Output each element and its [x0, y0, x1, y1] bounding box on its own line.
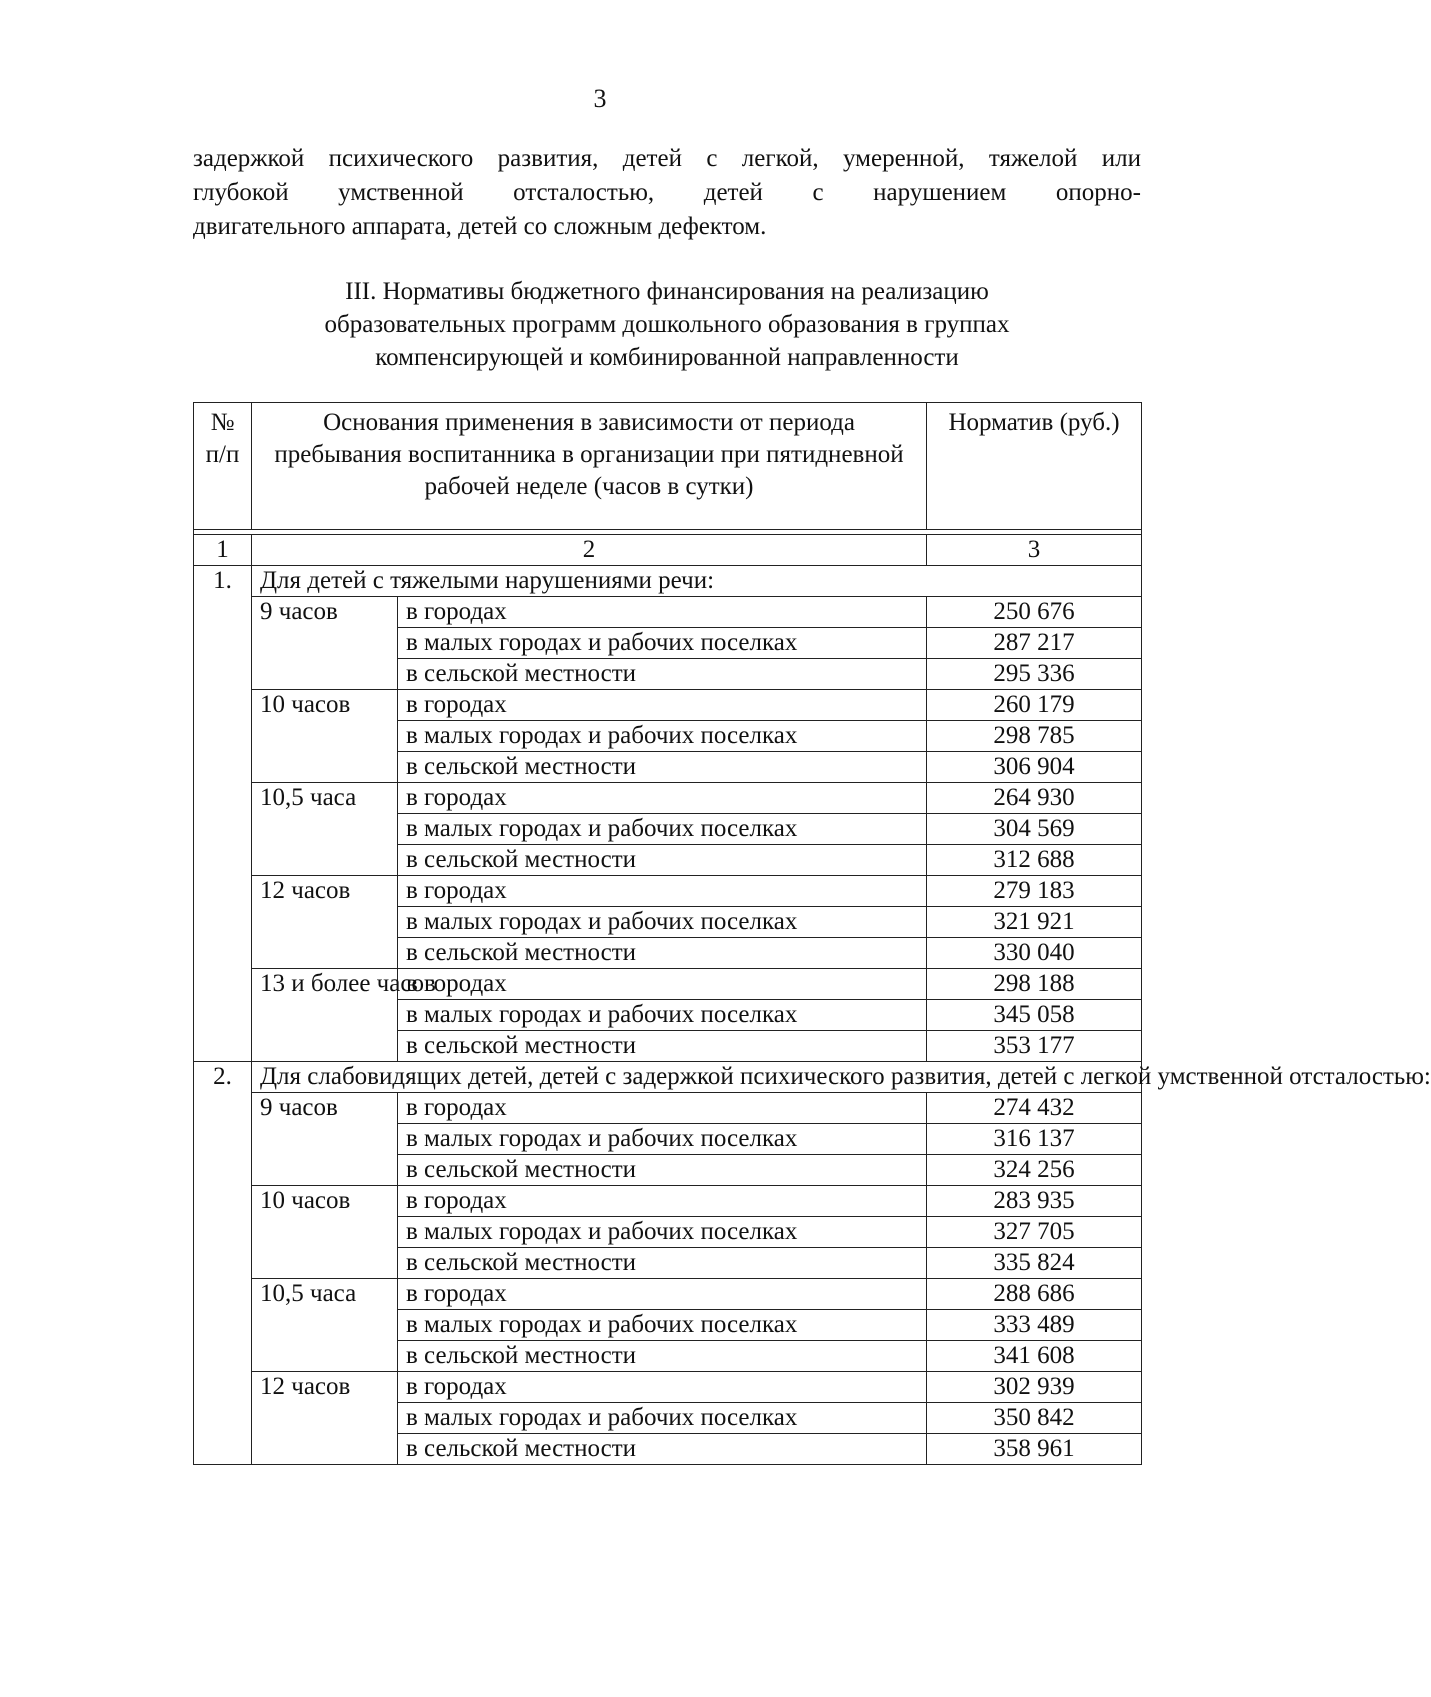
- table-row: [194, 783, 1142, 814]
- section-title-line: образовательных программ дошкольного образования в группах: [324, 311, 1010, 338]
- location-cell: в сельской местности: [398, 1248, 927, 1279]
- value-cell: 250 676: [927, 597, 1142, 628]
- value-cell: 321 921: [927, 907, 1142, 938]
- column-number: 2: [252, 535, 927, 566]
- value-cell: 316 137: [927, 1124, 1142, 1155]
- value-cell: 350 842: [927, 1403, 1142, 1434]
- period-cell: 10,5 часа: [252, 783, 398, 876]
- value-cell: 306 904: [927, 752, 1142, 783]
- norms-table-body: [194, 403, 1431, 1465]
- location-cell: в сельской местности: [398, 1155, 927, 1186]
- location-cell: в городах: [398, 969, 927, 1000]
- period-cell: 13 и более часов: [252, 969, 398, 1062]
- column-number: 3: [927, 535, 1142, 566]
- location-cell: в малых городах и рабочих поселках: [398, 1310, 927, 1341]
- table-row: [194, 690, 1142, 721]
- table-row: [194, 876, 1142, 907]
- value-cell: 341 608: [927, 1341, 1142, 1372]
- location-cell: в сельской местности: [398, 845, 927, 876]
- section-title: [193, 275, 1141, 374]
- location-cell: в городах: [398, 1279, 927, 1310]
- value-cell: 358 961: [927, 1434, 1142, 1465]
- header-num: № п/п: [194, 403, 252, 530]
- intro-line: двигательного аппарата, детей со сложным дефектом.: [193, 213, 767, 240]
- value-cell: 264 930: [927, 783, 1142, 814]
- period-cell: 10,5 часа: [252, 1279, 398, 1372]
- period-cell: 10 часов: [252, 1186, 398, 1279]
- location-cell: в малых городах и рабочих поселках: [398, 1124, 927, 1155]
- location-cell: в малых городах и рабочих поселках: [398, 1217, 927, 1248]
- norms-table: [193, 402, 1431, 1465]
- value-cell: 302 939: [927, 1372, 1142, 1403]
- location-cell: в городах: [398, 783, 927, 814]
- category-row: [194, 1062, 1142, 1093]
- table-row: [194, 1279, 1142, 1310]
- value-cell: 287 217: [927, 628, 1142, 659]
- table-row: [194, 969, 1142, 1000]
- location-cell: в сельской местности: [398, 752, 927, 783]
- location-cell: в малых городах и рабочих поселках: [398, 1000, 927, 1031]
- location-cell: в малых городах и рабочих поселках: [398, 628, 927, 659]
- category-row: [194, 566, 1142, 597]
- location-cell: в городах: [398, 597, 927, 628]
- location-cell: в городах: [398, 690, 927, 721]
- location-cell: в сельской местности: [398, 1031, 927, 1062]
- location-cell: в малых городах и рабочих поселках: [398, 721, 927, 752]
- location-cell: в городах: [398, 1372, 927, 1403]
- value-cell: 327 705: [927, 1217, 1142, 1248]
- period-cell: 12 часов: [252, 1372, 398, 1465]
- table-row: [194, 597, 1142, 628]
- table-row: [194, 1372, 1142, 1403]
- value-cell: 260 179: [927, 690, 1142, 721]
- value-cell: 333 489: [927, 1310, 1142, 1341]
- header-basis: Основания применения в зависимости от периода пребывания воспитанника в организации при пятидневной рабочей неделе (часов в сутки): [252, 403, 927, 530]
- location-cell: в малых городах и рабочих поселках: [398, 814, 927, 845]
- header-norm: Норматив (руб.): [927, 403, 1142, 530]
- value-cell: 304 569: [927, 814, 1142, 845]
- period-cell: 9 часов: [252, 597, 398, 690]
- location-cell: в сельской местности: [398, 1434, 927, 1465]
- table-row: [194, 1093, 1142, 1124]
- location-cell: в сельской местности: [398, 938, 927, 969]
- category-number: 2.: [194, 1062, 252, 1465]
- value-cell: 283 935: [927, 1186, 1142, 1217]
- period-cell: 10 часов: [252, 690, 398, 783]
- value-cell: 295 336: [927, 659, 1142, 690]
- location-cell: в городах: [398, 1186, 927, 1217]
- category-title: Для слабовидящих детей, детей с задержкой психического развития, детей с легкой умственной отсталостью:: [252, 1062, 1142, 1093]
- value-cell: 312 688: [927, 845, 1142, 876]
- column-number: 1: [194, 535, 252, 566]
- category-title: Для детей с тяжелыми нарушениями речи:: [252, 566, 1142, 597]
- period-cell: 12 часов: [252, 876, 398, 969]
- value-cell: 274 432: [927, 1093, 1142, 1124]
- intro-paragraph: [193, 142, 1141, 244]
- page-number: 3: [593, 84, 607, 113]
- value-cell: 345 058: [927, 1000, 1142, 1031]
- value-cell: 298 785: [927, 721, 1142, 752]
- value-cell: 288 686: [927, 1279, 1142, 1310]
- intro-line: задержкой психического развития, детей с легкой, умеренной, тяжелой или: [193, 145, 1141, 172]
- table-row: [194, 1186, 1142, 1217]
- table-header-row: [194, 403, 1142, 530]
- value-cell: 298 188: [927, 969, 1142, 1000]
- location-cell: в городах: [398, 876, 927, 907]
- period-cell: 9 часов: [252, 1093, 398, 1186]
- value-cell: 324 256: [927, 1155, 1142, 1186]
- intro-line: глубокой умственной отсталостью, детей с нарушением опорно-: [193, 179, 1141, 206]
- location-cell: в малых городах и рабочих поселках: [398, 907, 927, 938]
- value-cell: 353 177: [927, 1031, 1142, 1062]
- section-title-line: компенсирующей и комбинированной направленности: [375, 344, 959, 371]
- column-number-row: [194, 535, 1142, 566]
- value-cell: 330 040: [927, 938, 1142, 969]
- section-title-line: III. Нормативы бюджетного финансирования на реализацию: [345, 278, 989, 305]
- value-cell: 335 824: [927, 1248, 1142, 1279]
- location-cell: в малых городах и рабочих поселках: [398, 1403, 927, 1434]
- value-cell: 279 183: [927, 876, 1142, 907]
- location-cell: в сельской местности: [398, 659, 927, 690]
- location-cell: в сельской местности: [398, 1341, 927, 1372]
- location-cell: в городах: [398, 1093, 927, 1124]
- category-number: 1.: [194, 566, 252, 1062]
